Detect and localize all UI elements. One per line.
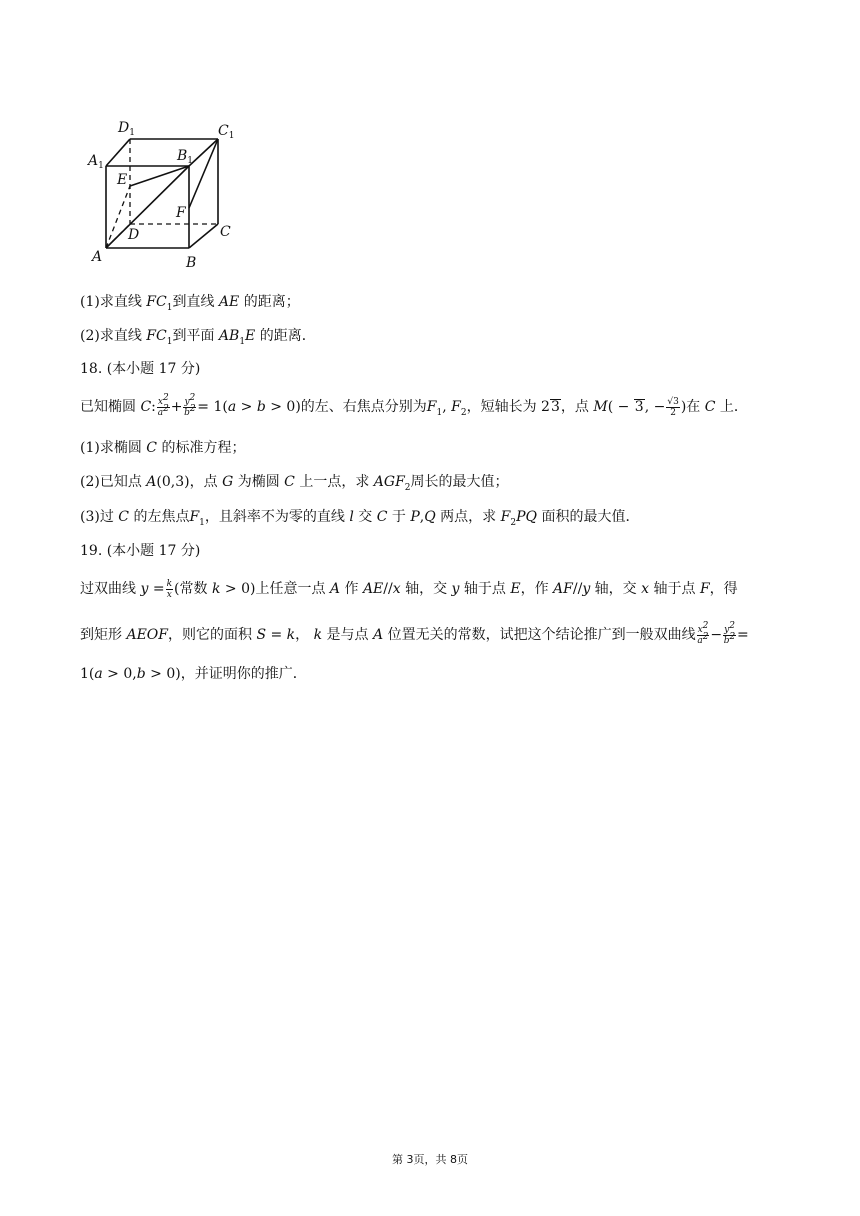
edge-A1D1 [106,139,130,166]
segment-AE-hidden [106,186,130,248]
edge-BC [189,224,218,248]
q18-part2: (2)已知点 A(0,3)，点 G 为椭圆 C 上一点，求 $AGF_2$周长的最大值； [80,474,509,493]
q17-part1: (1)求直线 $FC_1$到直线 AE 的距离； [80,294,300,313]
q19-line3: 1(a > 0,b > 0)，并证明你的推广． [80,666,307,682]
frac-x2-a2: $\frac{x^2}{a^2}$ [157,392,169,418]
label-D1: $D_1$ [118,120,135,138]
label-C1: $C_1$ [218,123,235,141]
label-A: A [92,249,103,265]
label-E: E [117,172,128,188]
frac-sqrt3-2: $\frac{√3}{2}$ [667,396,679,418]
frac-y2-b2: $\frac{y^2}{b^2}$ [184,392,196,418]
label-B: B [186,255,197,271]
q18-part1: (1)求椭圆 C 的标准方程； [80,440,246,456]
page-footer: 第 3页，共 8页 [392,1153,468,1166]
q19-line2: 到矩形 AEOF，则它的面积 S = k， k 是与点 A 位置无关的常数，试把这个结论推广到一般双曲线 $\frac{x^2}{a^2}$ − $\frac{y^2}{b^2}$ = [80,620,749,646]
segment-EB1 [130,166,189,186]
q17-part2: (2)求直线 $FC_1$到平面 $AB_1E$ 的距离． [80,328,316,347]
q19-heading: 19. (本小题 17 分) [80,543,201,559]
q19-line1: 过双曲线 y = $\frac{k}{x}$ (常数 k > 0)上任意一点 A 作 AE//x 轴，交 y 轴于点 E，作 AF//y 轴，交 x 轴于点 F，得 [80,578,738,600]
frac-x2-a2-hyperbola: $\frac{x^2}{a^2}$ [697,620,709,646]
frac-k-x: $\frac{k}{x}$ [166,578,173,600]
label-B1: $B_1$ [177,148,194,166]
cube-diagram [82,118,252,272]
q18-heading: 18. (本小题 17 分) [80,361,201,377]
label-F: F [176,205,186,221]
frac-y2-b2-hyperbola: $\frac{y^2}{b^2}$ [723,620,736,646]
segment-FC1 [189,139,218,208]
q18-part3: (3)过 C 的左焦点$F_1$，且斜率不为零的直线 l 交 C 于 P,Q 两点，求 $F_2PQ$ 面积的最大值． [80,509,640,528]
label-C: C [220,224,231,240]
edge-B1C1 [189,139,218,166]
q18-stem: 已知椭圆 C: $\frac{x^2}{a^2}$ + $\frac{y^2}{b^2}$ = 1(a > b > 0)的左、右焦点分别为$F_1$, $F_2$，短轴长为 23，点 M( − 3, − $\frac{√3}{2}$ )在 C 上． [80,392,748,418]
cube-figure [82,118,252,272]
label-D: D [128,227,140,243]
label-A1: $A_1$ [88,153,104,171]
